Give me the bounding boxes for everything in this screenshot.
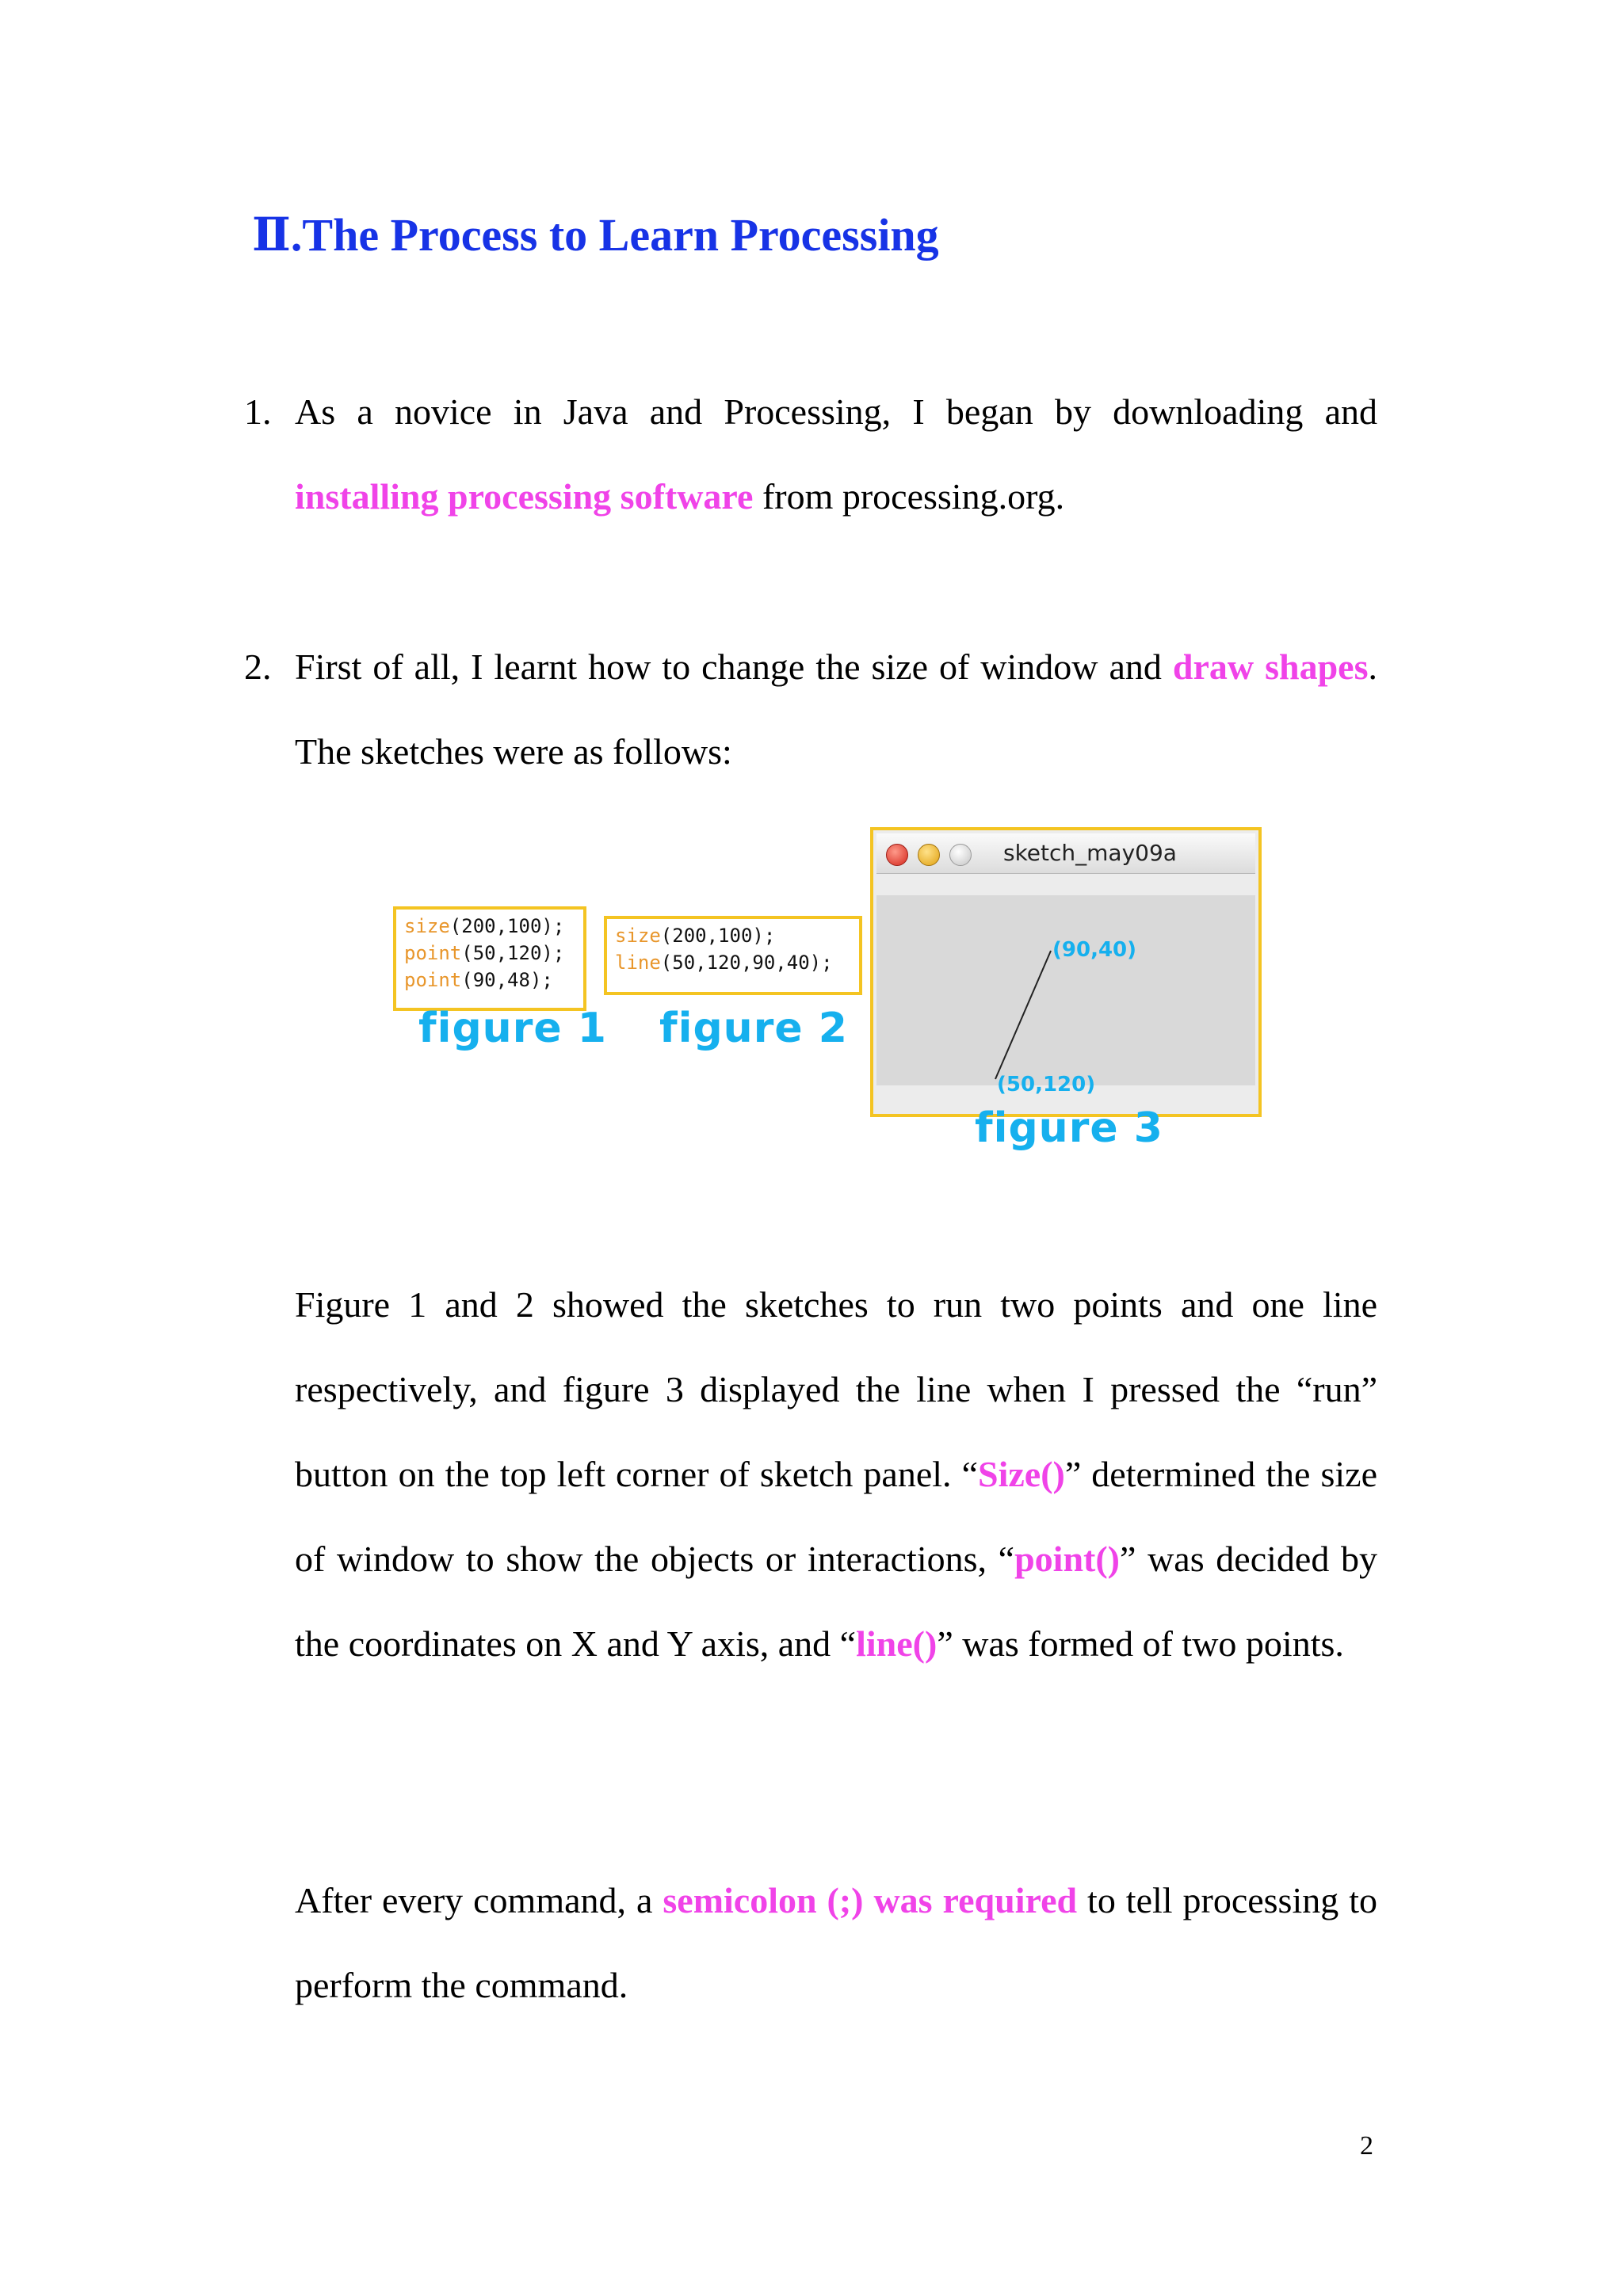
window-title: sketch_may09a — [1003, 840, 1177, 866]
close-icon[interactable] — [886, 844, 908, 866]
list-item-1-text-a: As a novice in Java and Processing, I began by downloading and — [295, 391, 1377, 432]
coord-label-top: (90,40) — [1052, 938, 1137, 962]
code-line: point(90,48); — [404, 969, 553, 991]
code-line: point(50,120); — [404, 942, 565, 964]
list-number-2: 2. — [244, 646, 272, 687]
sketch-window — [870, 827, 1262, 1117]
page-number: 2 — [1360, 2131, 1373, 2161]
window-titlebar — [876, 833, 1255, 874]
para3-highlight-point: point() — [1014, 1539, 1120, 1579]
minimize-icon[interactable] — [918, 844, 940, 866]
para4-text-2: to tell processing to perform the command. — [295, 1880, 1377, 2005]
para3-text-3: ” was decided by the coordinates on X and Y axis, and “ — [295, 1539, 1377, 1664]
sketch-line — [995, 951, 1051, 1079]
code-line: line(50,120,90,40); — [615, 952, 833, 974]
figure1-code-box — [393, 906, 586, 1011]
code-line: size(200,100); — [404, 915, 565, 937]
zoom-icon[interactable] — [949, 844, 972, 866]
para3-text-2: ” determined the size of window to show the objects or interactions, “ — [295, 1454, 1377, 1579]
para4-text-1: After every command, a — [295, 1880, 663, 1920]
para3-text-4: ” was formed of two points. — [937, 1623, 1344, 1664]
figure3-label: figure 3 — [975, 1104, 1163, 1152]
list-item-1-text-b: from processing.org. — [753, 476, 1065, 517]
para3-highlight-line: line() — [856, 1623, 938, 1664]
list-item-2-text-b: . The sketches were as follows: — [295, 646, 1377, 772]
list-item-2-text-a: First of all, I learnt how to change the size of window and — [295, 646, 1173, 687]
sketch-line-graphic — [876, 895, 1262, 1085]
list-item-1-highlight: installing processing software — [295, 476, 754, 517]
para3-highlight-size: Size() — [978, 1454, 1065, 1494]
coord-label-bottom: (50,120) — [997, 1073, 1096, 1097]
list-item-1 — [295, 369, 1377, 539]
figure-explanation-paragraph — [295, 1262, 1377, 1686]
semicolon-paragraph — [295, 1858, 1377, 2027]
list-item-2 — [295, 624, 1377, 794]
para4-highlight: semicolon (;) was required — [663, 1880, 1078, 1920]
figure2-label: figure 2 — [659, 1005, 848, 1052]
code-line: size(200,100); — [615, 925, 776, 947]
figures-illustration — [365, 816, 1268, 1188]
sketch-canvas — [876, 895, 1255, 1097]
figure2-code-box — [604, 916, 862, 995]
figure1-label: figure 1 — [418, 1005, 607, 1052]
list-item-2-highlight: draw shapes — [1172, 646, 1369, 687]
section-heading: Ⅱ.The Process to Learn Processing — [252, 209, 939, 261]
list-number-1: 1. — [244, 391, 272, 432]
para3-text-1: Figure 1 and 2 showed the sketches to run two points and one line respectively, and figure 3 displayed the line when I pressed the “run” button on the top left corner of sketch panel. “ — [295, 1284, 1377, 1494]
